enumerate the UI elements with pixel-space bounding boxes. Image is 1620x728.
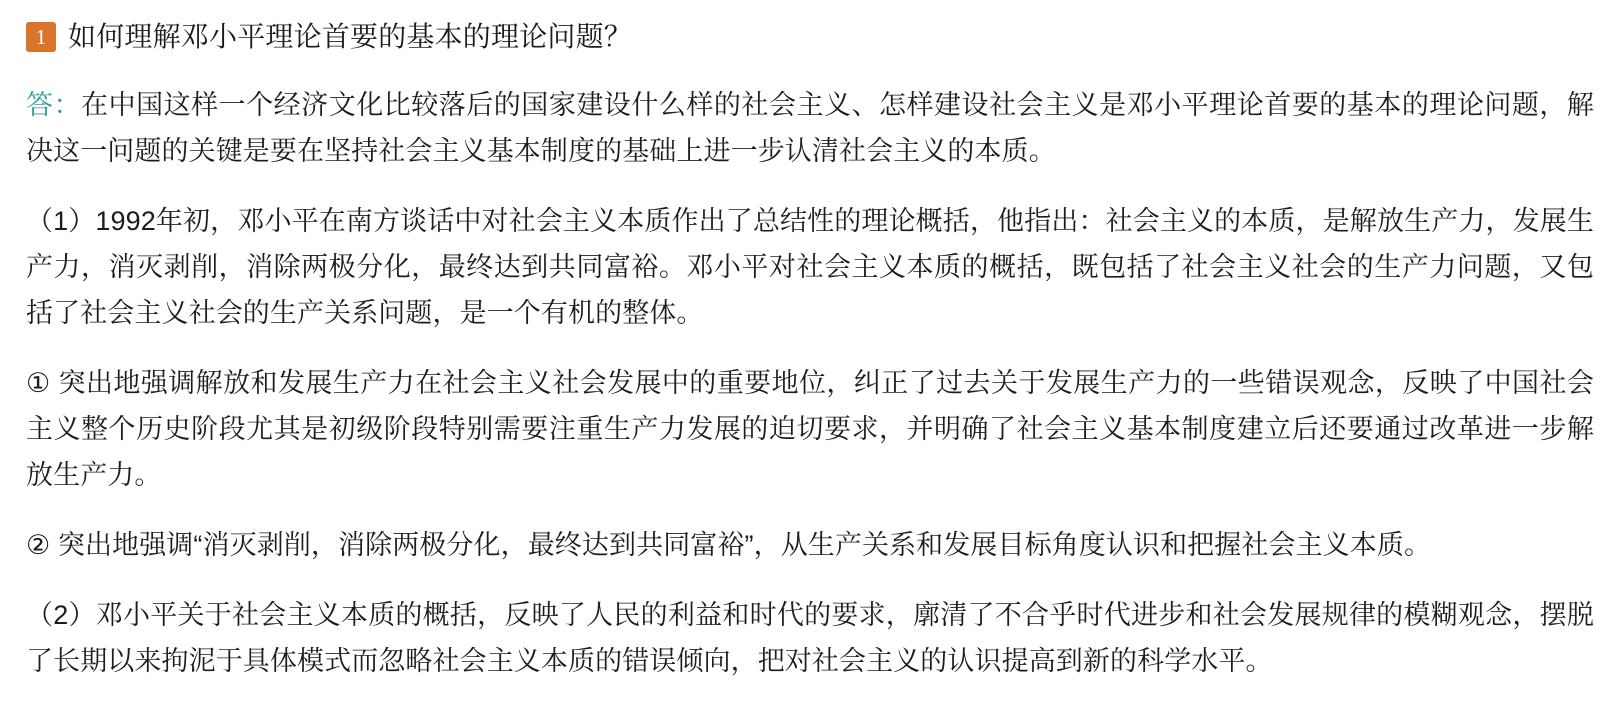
answer-lead-paragraph xyxy=(26,82,1594,174)
answer-label: 答： xyxy=(26,90,82,120)
paragraph-3: ② 突出地强调“消灭剥削，消除两极分化，最终达到共同富裕”，从生产关系和发展目标角度认识和把握社会主义本质。 xyxy=(26,530,1432,560)
answer-lead-text: 在中国这样一个经济文化比较落后的国家建设什么样的社会主义、怎样建设社会主义是邓小平理论首要的基本的理论问题，解决这一问题的关键是要在坚持社会主义基本制度的基础上进一步认清社会主义的本质。 xyxy=(26,90,1595,166)
paragraph-2: ① 突出地强调解放和发展生产力在社会主义社会发展中的重要地位，纠正了过去关于发展生产力的一些错误观念，反映了中国社会主义整个历史阶段尤其是初级阶段特别需要注重生产力发展的迫切要求，并明确了社会主义基本制度建立后还要通过改革进一步解放生产力。 xyxy=(26,368,1594,490)
paragraph-4: （2）邓小平关于社会主义本质的概括，反映了人民的利益和时代的要求，廓清了不合乎时代进步和社会发展规律的模糊观念，摆脱了长期以来拘泥于具体模式而忽略社会主义本质的错误倾向，把对社会主义的认识提高到新的科学水平。 xyxy=(26,600,1594,676)
question-number-badge: 1 xyxy=(26,22,56,52)
question-header xyxy=(26,18,1594,56)
question-title: 如何理解邓小平理论首要的基本的理论问题？ xyxy=(68,21,633,52)
paragraph-1: （1）1992年初，邓小平在南方谈话中对社会主义本质作出了总结性的理论概括，他指出：社会主义的本质，是解放生产力，发展生产力，消灭剥削，消除两极分化，最终达到共同富裕。邓小平对社会主义本质的概括，既包括了社会主义社会的生产力问题，又包括了社会主义社会的生产关系问题，是一个有机的整体。 xyxy=(26,206,1594,328)
